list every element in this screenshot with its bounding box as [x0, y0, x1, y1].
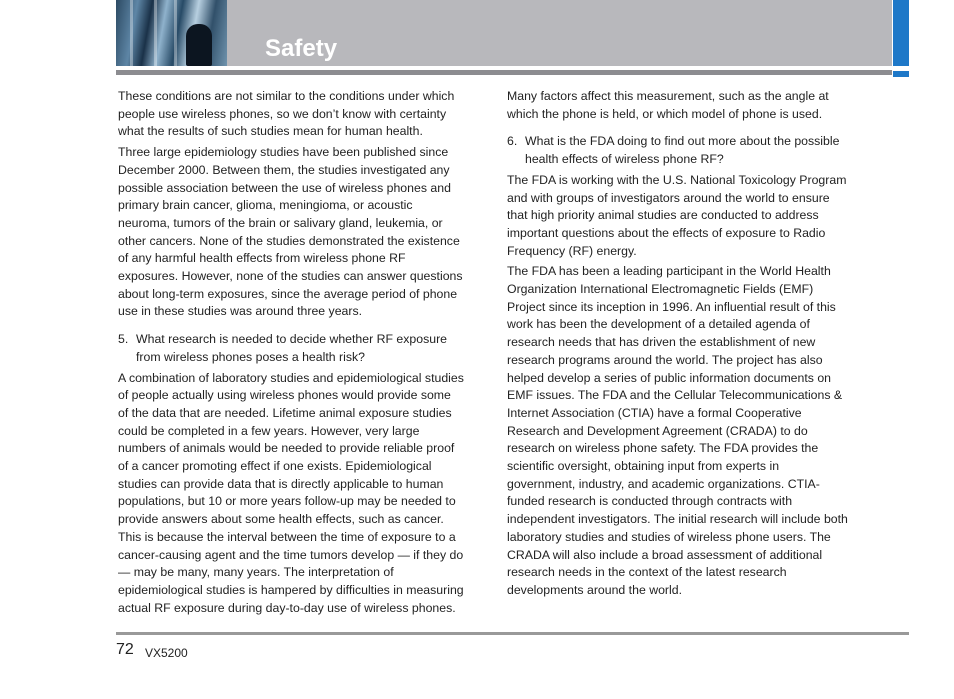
section-tab-marker-small — [893, 71, 909, 77]
page-title: Safety — [265, 35, 338, 62]
page-number: 72 — [116, 641, 134, 658]
right-column — [507, 88, 849, 603]
paragraph: A combination of laboratory studies and epidemiological studies of people actually using wireless phones would provide some of the data that are needed. Lifetime animal exposure studies could be completed in a few years. However, very large numbers of animals would be needed to provide reliable proof of a cancer promoting effect if one exists. Epidemiological studies can provide data that is directly applicable to human populations, but 10 or more years follow-up may be needed to provide answers about some health effects, such as cancer. This is because the interval between the time of exposure to a cancer-causing agent and the time tumors develop — if they do — may be many, many years. The interpretation of epidemiological studies is hampered by difficulties in measuring actual RF exposure during day-to-day use of wireless phones. — [118, 370, 464, 615]
paragraph: These conditions are not similar to the conditions under which people use wireless phones, so we don’t know with certainty what the results of such studies mean for human health. — [118, 89, 455, 139]
paragraph: The FDA has been a leading participant in the World Health Organization International Electromagnetic Fields (EMF) Project since its inception in 1996. An influential result of this work has been the development of a detailed agenda of research needs that has driven the establishment of new research programs around the world. The project has also helped develop a series of public information documents on EMF issues. The FDA and the Cellular Telecommunications & Internet Association (CTIA) have a formal Cooperative Research and Development Agreement (CRADA) to do research on wireless phone safety. The FDA provides the scientific oversight, obtaining input from experts in government, industry, and academic organizations. CTIA-funded research is conducted through contracts with independent investigators. The initial research will include both laboratory studies and studies of wireless phone users. The CRADA will also include a broad assessment of additional research needs in the context of the latest research developments around the world. — [507, 264, 848, 597]
question-number: 5. — [118, 332, 129, 347]
paragraph: Many factors affect this measurement, such as the angle at which the phone is held, or which model of phone is used. — [507, 89, 829, 121]
photo-figure — [186, 24, 212, 66]
question-item — [507, 133, 849, 168]
header-bar — [116, 0, 892, 66]
paragraph: The FDA is working with the U.S. National Toxicology Program and with groups of investigators around the world to ensure that high priority animal studies are conducted to address important questions about the effects of exposure to Radio Frequency (RF) energy. — [507, 172, 847, 258]
section-tab-marker — [893, 0, 909, 66]
footer-rule — [116, 632, 909, 635]
question-text: What research is needed to decide whether RF exposure from wireless phones poses a health risk? — [136, 332, 448, 364]
question-number: 6. — [507, 134, 518, 149]
photo-stripe — [154, 0, 157, 66]
question-text: What is the FDA doing to find out more about the possible health effects of wireless phone RF? — [525, 134, 840, 167]
header-underline — [116, 70, 892, 75]
photo-stripe — [130, 0, 133, 66]
paragraph: Three large epidemiology studies have been published since December 2000. Between them, the studies investigated any possible association between the use of wireless phones and primary brain cancer, glioma, meningioma, or acoustic neuroma, tumors of the brain or salivary gland, leukemia, or other cancers. None of the studies demonstrated the existence of any harmful health effects from wireless phone RF exposures. However, none of the studies can answer questions about long-term exposures, since the average period of phone use in these studies was around three years. — [118, 145, 463, 319]
photo-stripe — [174, 0, 177, 66]
left-column — [118, 88, 464, 620]
header-photo — [116, 0, 227, 66]
question-item — [118, 331, 464, 366]
model-name: VX5200 — [145, 646, 188, 660]
